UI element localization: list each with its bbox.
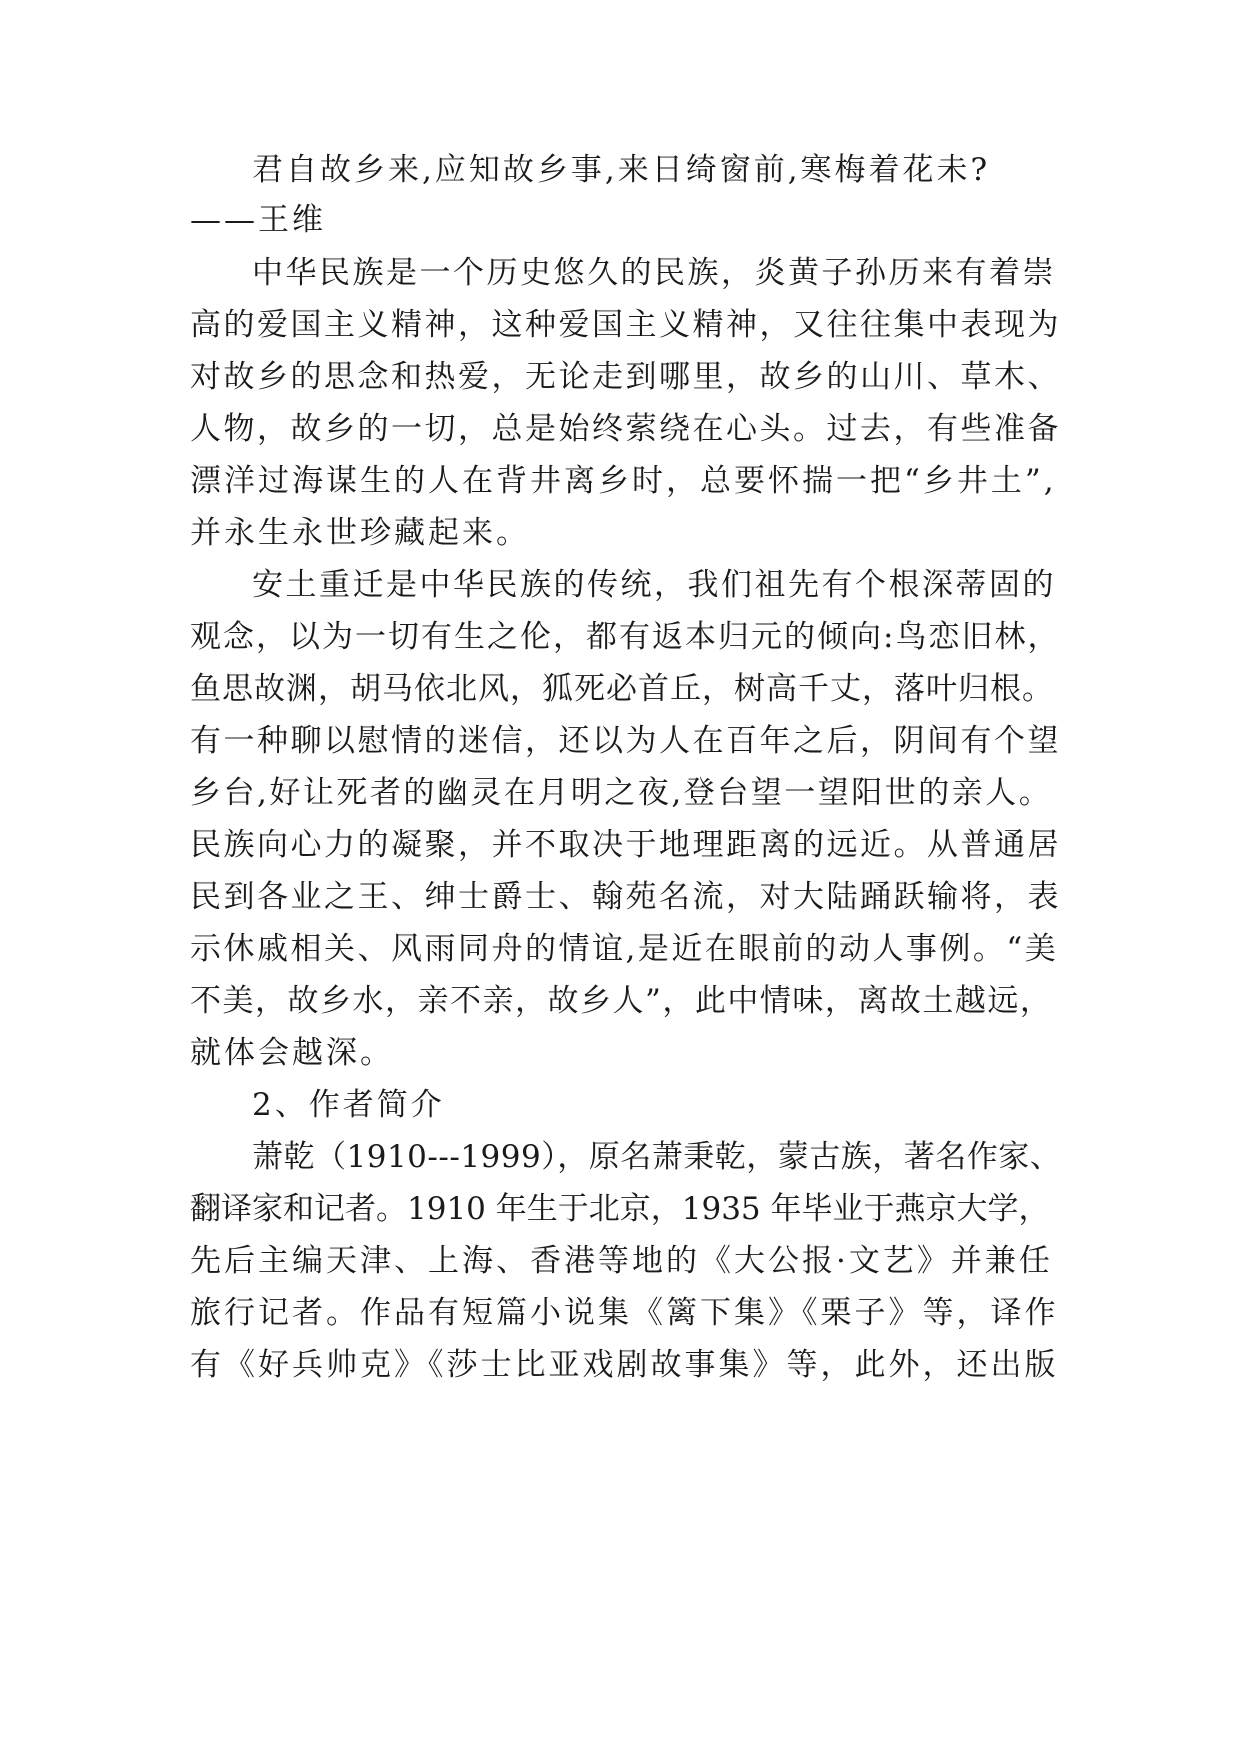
poem-line: 君自故乡来,应知故乡事,来日绮窗前,寒梅着花未? — [252, 152, 991, 188]
paragraph-3-line-2: 翻译家和记者。1910 年生于北京，1935 年毕业于燕京大学， — [190, 1191, 1050, 1227]
paragraph-1-line-5: 漂洋过海谋生的人在背井离乡时，总要怀揣一把“乡井土”, — [190, 463, 1057, 499]
paragraph-1-line-1: 中华民族是一个历史悠久的民族，炎黄子孙历来有着崇 — [252, 255, 1056, 291]
paragraph-2-line-10: 就体会越深。 — [190, 1035, 394, 1071]
paragraph-2-line-3: 鱼思故渊，胡马依北风，狐死必首丘，树高千丈，落叶归根。 — [190, 671, 1054, 707]
paragraph-2-line-2: 观念，以为一切有生之伦，都有返本归元的倾向:鸟恋旧林， — [190, 619, 1061, 655]
section-heading: 2、作者简介 — [252, 1087, 445, 1123]
paragraph-2-line-5: 乡台,好让死者的幽灵在月明之夜,登台望一望阳世的亲人。 — [190, 775, 1053, 811]
poem-attribution: ——王维 — [190, 202, 326, 238]
paragraph-2-line-6: 民族向心力的凝聚，并不取决于地理距离的远近。从普通居 — [190, 827, 1061, 863]
paragraph-3-line-3: 先后主编天津、上海、香港等地的《大公报·文艺》并兼任 — [190, 1243, 1053, 1279]
paragraph-1-line-4: 人物，故乡的一切，总是始终萦绕在心头。过去，有些准备 — [190, 411, 1061, 447]
paragraph-1-line-2: 高的爱国主义精神，这种爱国主义精神，又往往集中表现为 — [190, 307, 1061, 343]
paragraph-2-line-4: 有一种聊以慰情的迷信，还以为人在百年之后，阴间有个望 — [190, 723, 1061, 759]
paragraph-2-line-1: 安土重迁是中华民族的传统，我们祖先有个根深蒂固的 — [252, 567, 1056, 603]
paragraph-3-line-5: 有《好兵帅克》《莎士比亚戏剧故事集》等，此外，还出版 — [190, 1347, 1059, 1383]
paragraph-2-line-8: 示休戚相关、风雨同舟的情谊,是近在眼前的动人事例。“美 — [190, 931, 1059, 967]
paragraph-2-line-7: 民到各业之王、绅士爵士、翰苑名流，对大陆踊跃输将，表 — [190, 879, 1061, 915]
paragraph-2-line-9: 不美，故乡水，亲不亲，故乡人”，此中情味，离故土越远， — [190, 983, 1053, 1019]
paragraph-3-line-4: 旅行记者。作品有短篇小说集《篱下集》《栗子》等，译作 — [190, 1295, 1059, 1331]
paragraph-3-line-1: 萧乾（1910---1999），原名萧秉乾，蒙古族，著名作家、 — [252, 1139, 1062, 1175]
paragraph-1-line-6: 并永生永世珍藏起来。 — [190, 515, 530, 551]
paragraph-1-line-3: 对故乡的思念和热爱，无论走到哪里，故乡的山川、草木、 — [190, 359, 1061, 395]
